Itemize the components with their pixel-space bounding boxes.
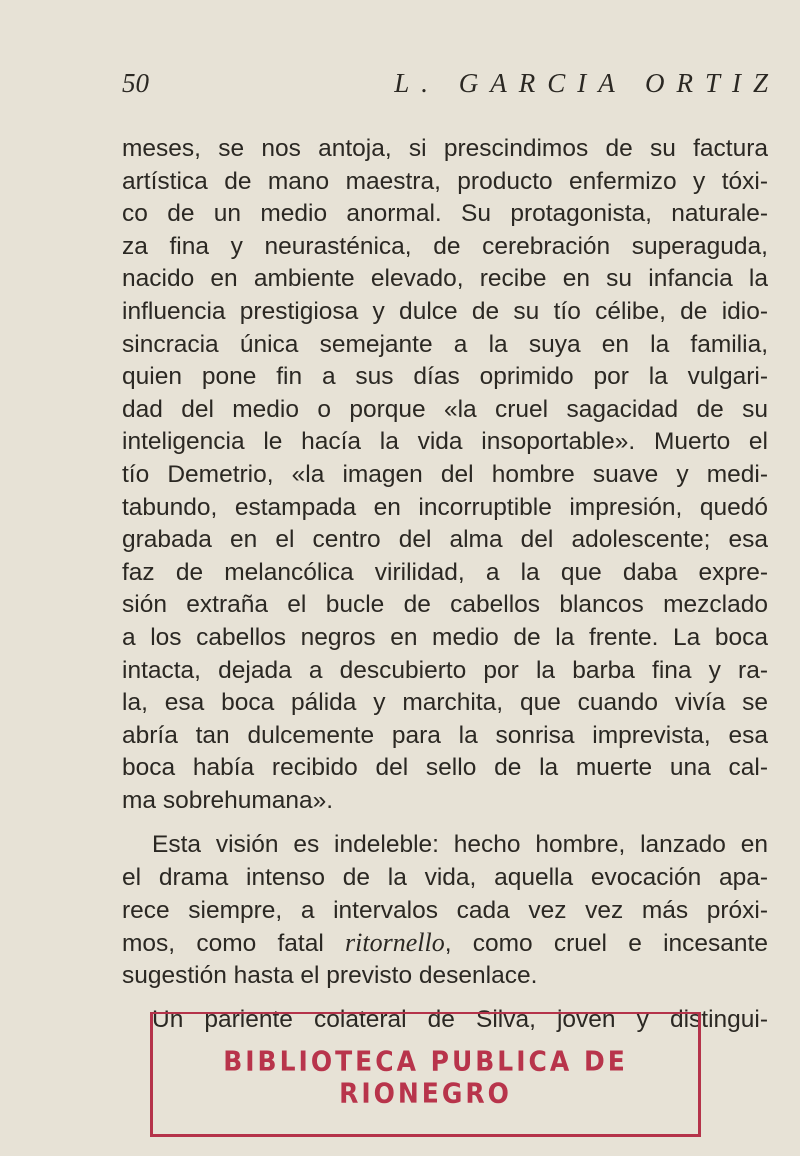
paragraph-gap	[122, 992, 768, 1004]
text-line: za fina y neurasténica, de cerebración superaguda,	[122, 232, 768, 260]
paragraph	[122, 133, 768, 817]
text-line: sión extraña el bucle de cabellos blancos mezclado	[122, 591, 768, 619]
text-line: el drama intenso de la vida, aquella evocación apa-	[122, 864, 768, 892]
text-line: Un pariente colateral de Silva, joven y distingui-	[152, 1006, 768, 1034]
body-text	[122, 133, 768, 1037]
text-line: artística de mano maestra, producto enfermizo y tóxi-	[122, 167, 768, 195]
text-line: la, esa boca pálida y marchita, que cuando vivía se	[122, 689, 768, 717]
page-number: 50	[122, 68, 149, 98]
text-line: meses, se nos antoja, si prescindimos de su factura	[122, 135, 768, 162]
text-line: abría tan dulcemente para la sonrisa imprevista, esa	[122, 721, 768, 749]
text-line: inteligencia le hacía la vida insoportable». Muerto el	[122, 428, 768, 456]
text-line: mos, como fatal ritornello, como cruel e incesante	[122, 928, 768, 958]
text-line: Esta visión es indeleble: hecho hombre, lanzado en	[152, 831, 768, 859]
text-line: sugestión hasta el previsto desenlace.	[122, 961, 538, 989]
text-line: a los cabellos negros en medio de la frente. La boca	[122, 623, 768, 651]
text-line: ma sobrehumana».	[122, 786, 334, 814]
text-line: grabada en el centro del alma del adolescente; esa	[122, 526, 768, 554]
text-line: dad del medio o porque «la cruel sagacidad de su	[122, 395, 768, 423]
paragraph	[122, 829, 768, 992]
text-line: nacido en ambiente elevado, recibe en su infancia la	[122, 265, 768, 293]
text-line: rece siempre, a intervalos cada vez vez más próxi-	[122, 896, 768, 924]
text-line: co de un medio anormal. Su protagonista, naturale-	[122, 200, 768, 228]
library-stamp	[150, 1012, 701, 1137]
text-line: sincracia única semejante a la suya en la familia,	[122, 330, 768, 358]
stamp-text: BIBLIOTECA PUBLICA DE RIONEGRO	[223, 1045, 628, 1109]
text-line: quien pone fin a sus días oprimido por la vulgari-	[122, 363, 768, 391]
paragraph-gap	[122, 817, 768, 829]
text-line: tabundo, estampada en incorruptible impresión, quedó	[122, 493, 768, 521]
text-line: tío Demetrio, «la imagen del hombre suave y medi-	[122, 460, 768, 488]
page-header	[122, 68, 780, 108]
running-head: L. GARCIA ORTIZ	[394, 68, 780, 98]
text-line: intacta, dejada a descubierto por la barba fina y ra-	[122, 656, 768, 684]
text-line: influencia prestigiosa y dulce de su tío célibe, de idio-	[122, 297, 768, 325]
text-line: boca había recibido del sello de la muerte una cal-	[122, 754, 768, 782]
text-line: faz de melancólica virilidad, a la que daba expre-	[122, 558, 768, 586]
